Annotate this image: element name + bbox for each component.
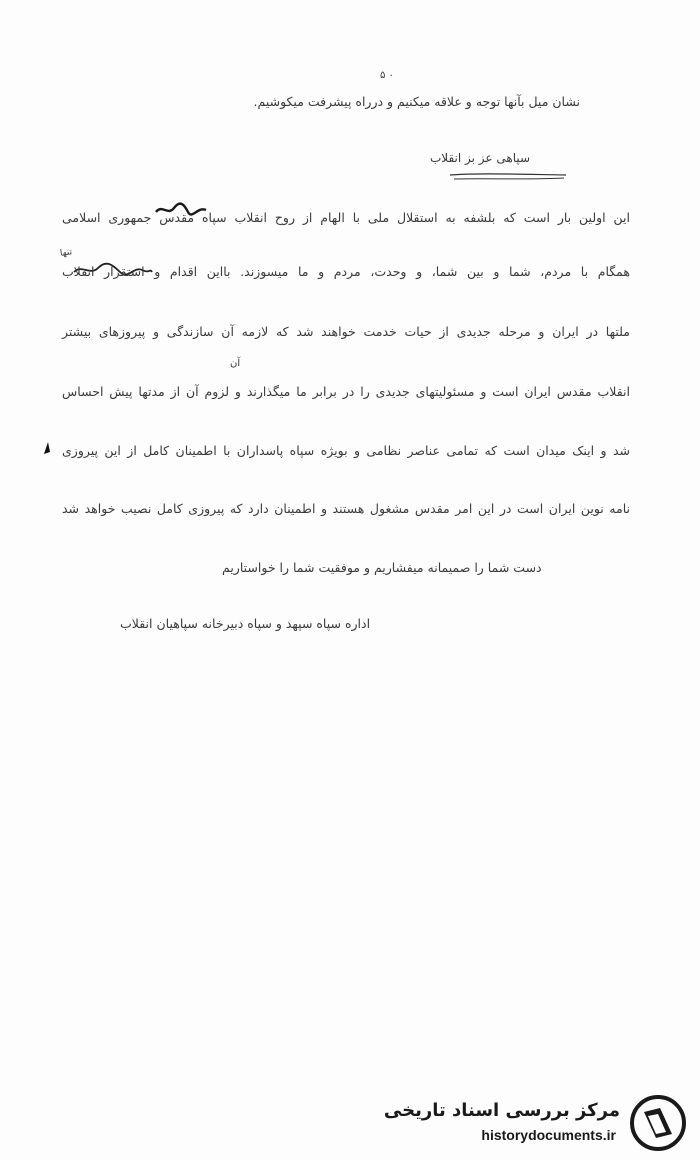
paragraph-line-5: شد و اینک میدان است که تمامی عناصر نظامی و بویژه سپاه پاسداران با اطمینان کامل از این پیروزی (62, 443, 630, 458)
inserted-word: آن (230, 358, 241, 369)
page-number: ۵ ۰ (380, 70, 394, 81)
paragraph-line-3: ملتها در ایران و مرحله جدیدی از حیات خدمت خواهند شد که لازمه آن سازندگی و پیروزهای بیشتر (62, 324, 630, 339)
letter-heading: سپاهی عز بز انقلاب (430, 151, 531, 165)
closing-line: دست شما را صمیمانه میفشاریم و موفقیت شما را خواستاریم (222, 560, 542, 575)
paragraph-line-2: همگام با مردم، شما و بین شما، و وحدت، مردم و ما میسوزند. بااین اقدام و استقرار انقلاب (62, 264, 630, 279)
paragraph-line-4: انقلاب مقدس ایران است و مسئولیتهای جدیدی را در برابر ما میگذارند و لزوم آن از مدتها پیش احساس (62, 384, 630, 399)
ink-mark (40, 440, 54, 460)
margin-note: تنها (59, 247, 73, 259)
intro-line: نشان میل بآنها توجه و علاقه میکنیم و درراه پیشرفت میکوشیم. (253, 94, 580, 109)
heading-underline (448, 172, 568, 182)
signature-line: اداره سپاه سپهد و سپاه دبیرخانه سپاهیان انقلاب (120, 616, 371, 631)
paragraph-line-6: نامه نوین ایران است در این امر مقدس مشغول هستند و اطمینان دارد که پیروزی کامل نصیب خواهد شد (62, 501, 630, 516)
archive-logo-icon (626, 1094, 690, 1152)
watermark-url: historydocuments.ir (481, 1127, 616, 1143)
watermark-org-name: مرکز بررسی اسناد تاریخی (383, 1100, 620, 1121)
paragraph-line-1: این اولین بار است که بلشفه به استقلال ملی با الهام از روح انقلاب سپاه مقدس جمهوری اسلامی (62, 210, 630, 225)
